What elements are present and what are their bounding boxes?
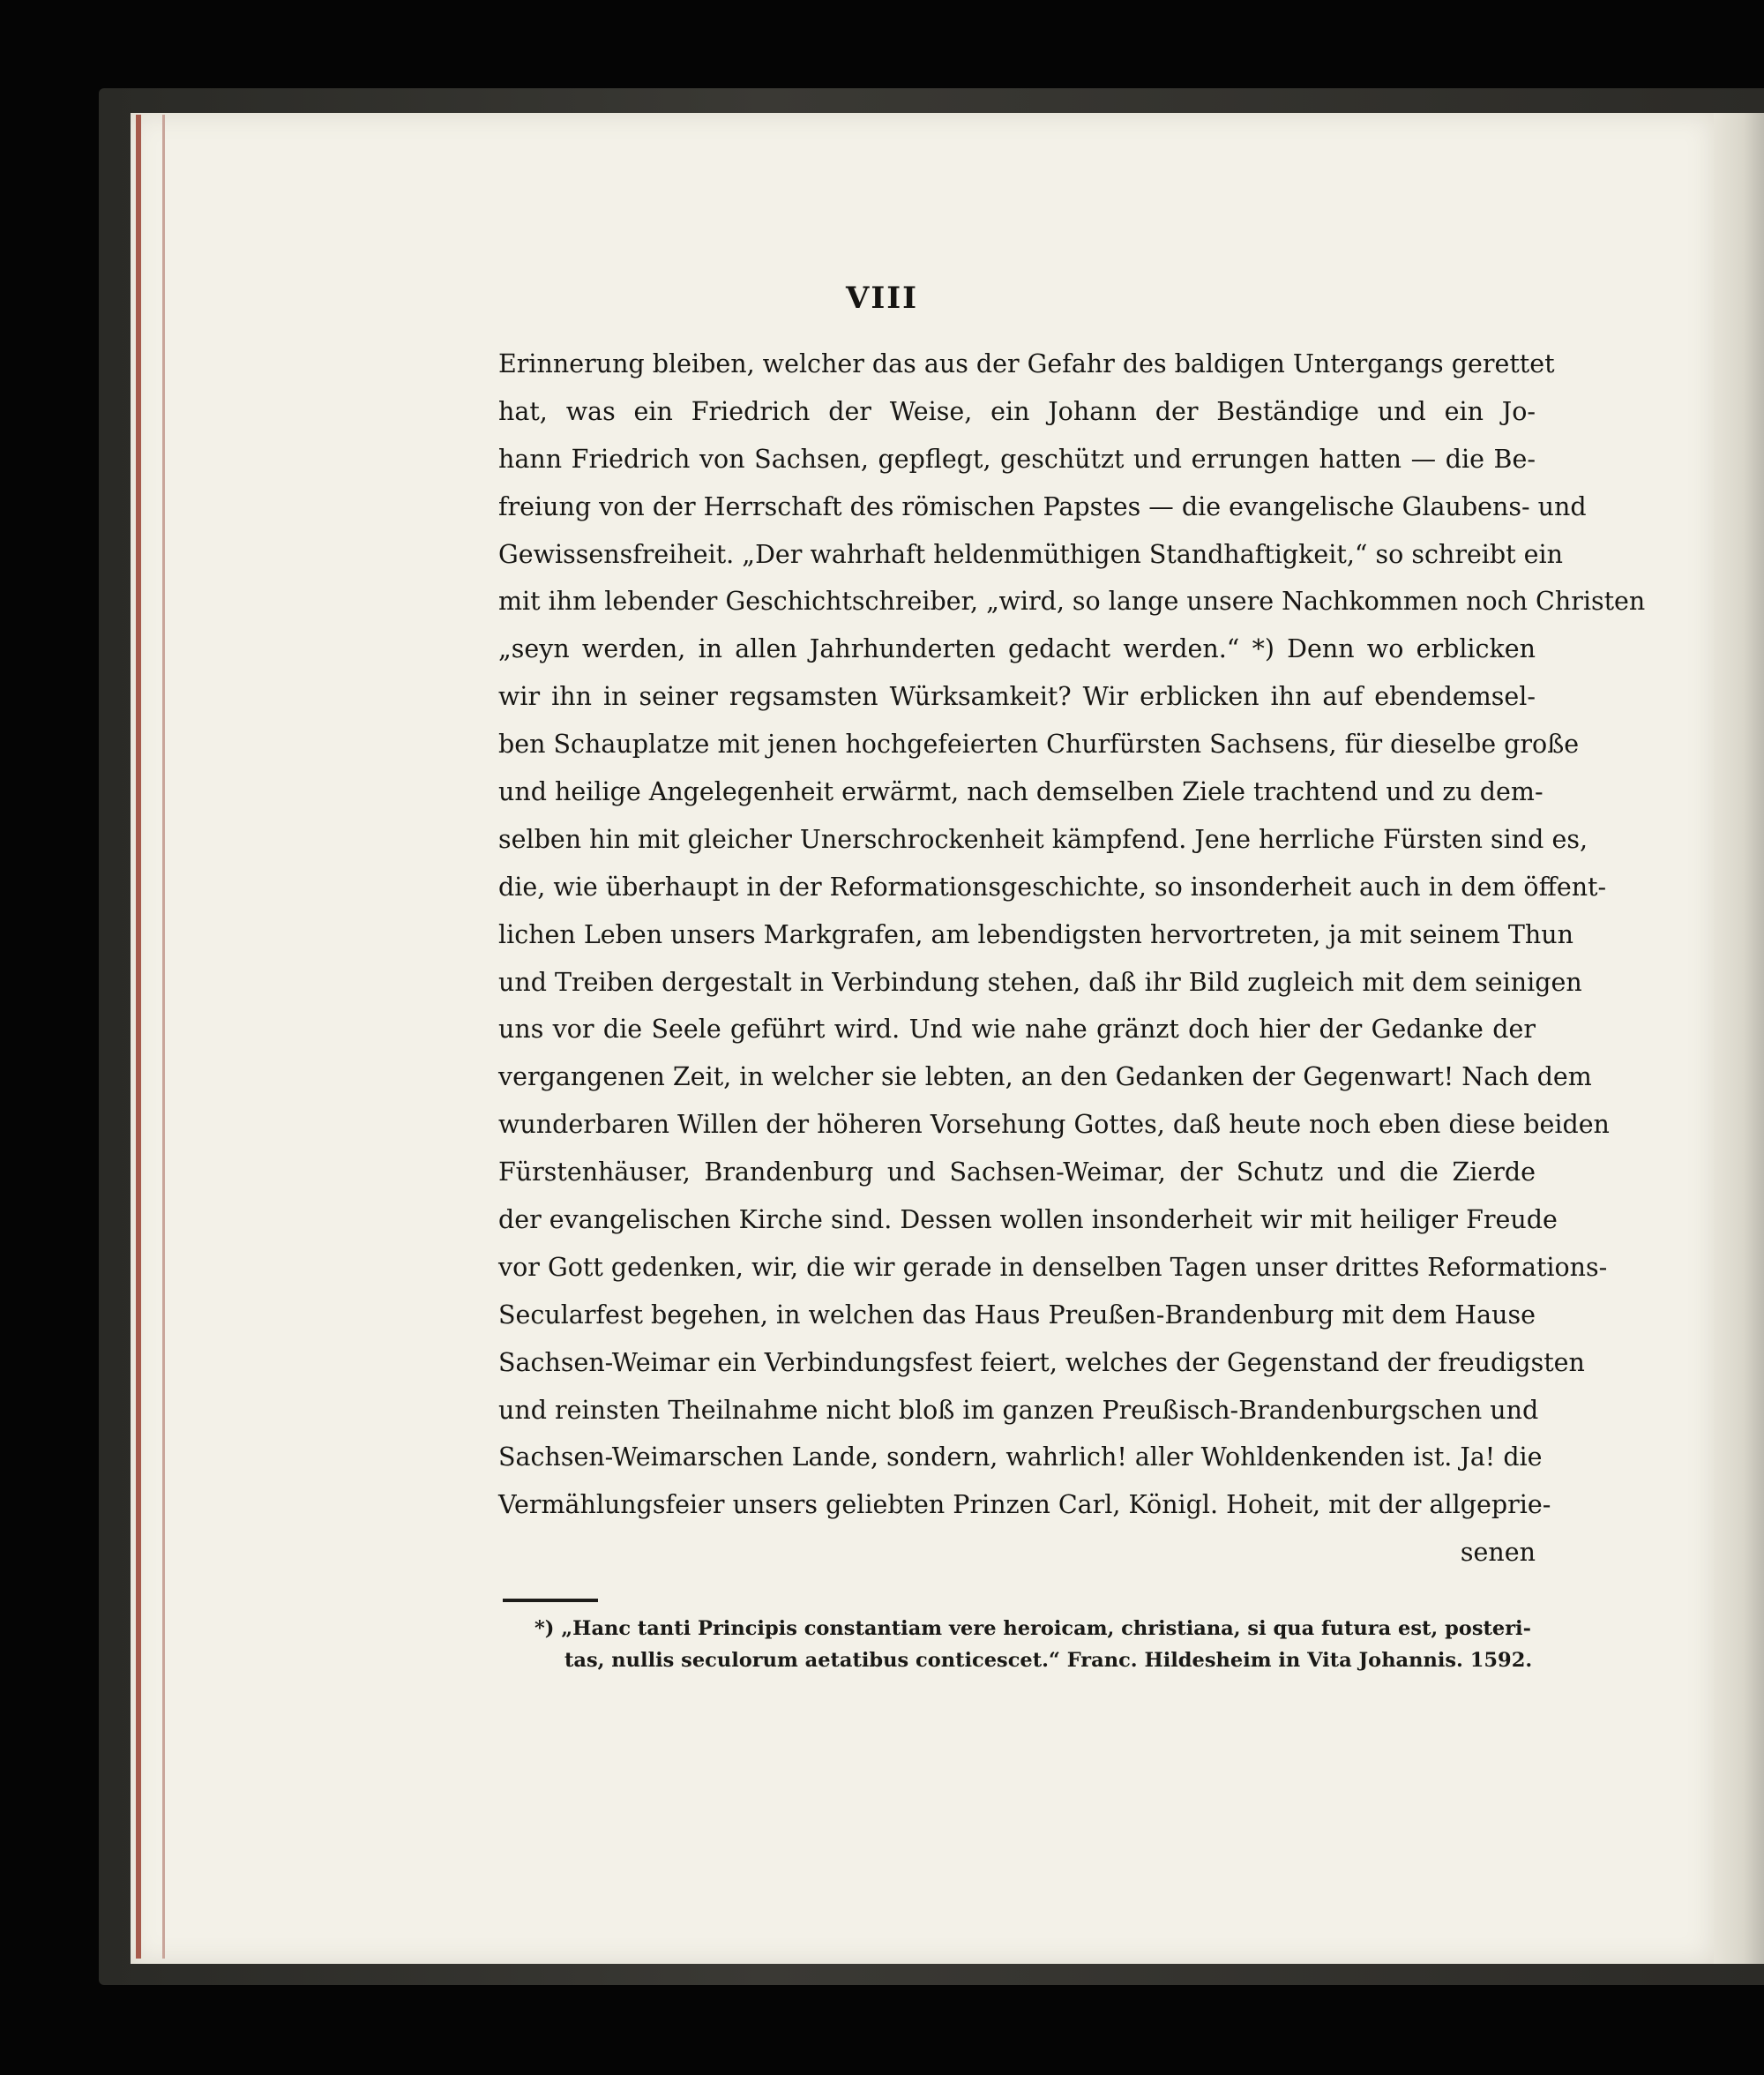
text-line: hann Friedrich von Sachsen, gepflegt, geschützt und errungen hatten — die Be- xyxy=(498,444,1536,474)
text-line: vor Gott gedenken, wir, die wir gerade in denselben Tagen unser drittes Reformations- xyxy=(498,1252,1608,1282)
text-line: Secularfest begehen, in welchen das Haus Preußen-Brandenburg mit dem Hause xyxy=(498,1300,1536,1330)
text-line: Sachsen-Weimar ein Verbindungsfest feiert, welches der Gegenstand der freudigsten xyxy=(498,1347,1585,1377)
text-line: und reinsten Theilnahme nicht bloß im ganzen Preußisch-Brandenburgschen und xyxy=(498,1395,1539,1425)
text-line: und heilige Angelegenheit erwärmt, nach demselben Ziele trachtend und zu dem- xyxy=(498,777,1544,807)
text-line: Vermählungsfeier unsers geliebten Prinzen Carl, Königl. Hoheit, mit der allgeprie- xyxy=(498,1490,1551,1520)
catchword: senen xyxy=(1460,1538,1536,1568)
text-line: hat, was ein Friedrich der Weise, ein Johann der Beständige und ein Jo- xyxy=(498,396,1536,426)
text-line: der evangelischen Kirche sind. Dessen wollen insonderheit wir mit heiliger Freude xyxy=(498,1205,1558,1235)
text-line: die, wie überhaupt in der Reformationsgeschichte, so insonderheit auch in dem öffent- xyxy=(498,872,1607,902)
text-line: mit ihm lebender Geschichtschreiber, „wird, so lange unsere Nachkommen noch Christen xyxy=(498,587,1646,617)
footnote-line: tas, nullis seculorum aetatibus conticescet.“ Franc. Hildesheim in Vita Johannis. 1592. xyxy=(564,1649,1533,1672)
page-stack-edge xyxy=(1714,113,1764,1964)
text-line: selben hin mit gleicher Unerschrockenheit kämpfend. Jene herrliche Fürsten sind es, xyxy=(498,824,1588,854)
text-line: und Treiben dergestalt in Verbindung stehen, daß ihr Bild zugleich mit dem seinigen xyxy=(498,967,1582,997)
text-line: Gewissensfreiheit. „Der wahrhaft heldenmüthigen Standhaftigkeit,“ so schreibt ein xyxy=(498,539,1564,569)
text-line: wir ihn in seiner regsamsten Würksamkeit? Wir erblicken ihn auf ebendemsel- xyxy=(498,682,1536,712)
page-red-edge-inner xyxy=(162,115,165,1959)
text-line: wunderbaren Willen der höheren Vorsehung Gottes, daß heute noch eben diese beiden xyxy=(498,1110,1610,1140)
page-red-edge xyxy=(136,115,141,1959)
text-line: „seyn werden, in allen Jahrhunderten gedacht werden.“ *) Denn wo erblicken xyxy=(498,634,1536,664)
text-line: Sachsen-Weimarschen Lande, sondern, wahrlich! aller Wohldenkenden ist. Ja! die xyxy=(498,1442,1543,1472)
footnote-line: *) „Hanc tanti Principis constantiam vere heroicam, christiana, si qua futura est, posteri- xyxy=(534,1617,1531,1640)
text-line: ben Schauplatze mit jenen hochgefeierten Churfürsten Sachsens, für dieselbe große xyxy=(498,730,1580,760)
text-line: Erinnerung bleiben, welcher das aus der Gefahr des baldigen Untergangs gerettet xyxy=(498,349,1555,378)
page-number: VIII xyxy=(845,281,919,316)
text-line: uns vor die Seele geführt wird. Und wie nahe gränzt doch hier der Gedanke der xyxy=(498,1015,1536,1045)
text-line: freiung von der Herrschaft des römischen Papstes — die evangelische Glaubens- und xyxy=(498,491,1587,521)
text-line: lichen Leben unsers Markgrafen, am lebendigsten hervortreten, ja mit seinem Thun xyxy=(498,919,1573,949)
footnote-rule xyxy=(503,1599,598,1602)
text-line: vergangenen Zeit, in welcher sie lebten, an den Gedanken der Gegenwart! Nach dem xyxy=(498,1062,1592,1092)
footnote xyxy=(529,1613,1535,1676)
body-text xyxy=(498,341,1646,1577)
text-line: Fürstenhäuser, Brandenburg und Sachsen-Weimar, der Schutz und die Zierde xyxy=(498,1157,1536,1187)
